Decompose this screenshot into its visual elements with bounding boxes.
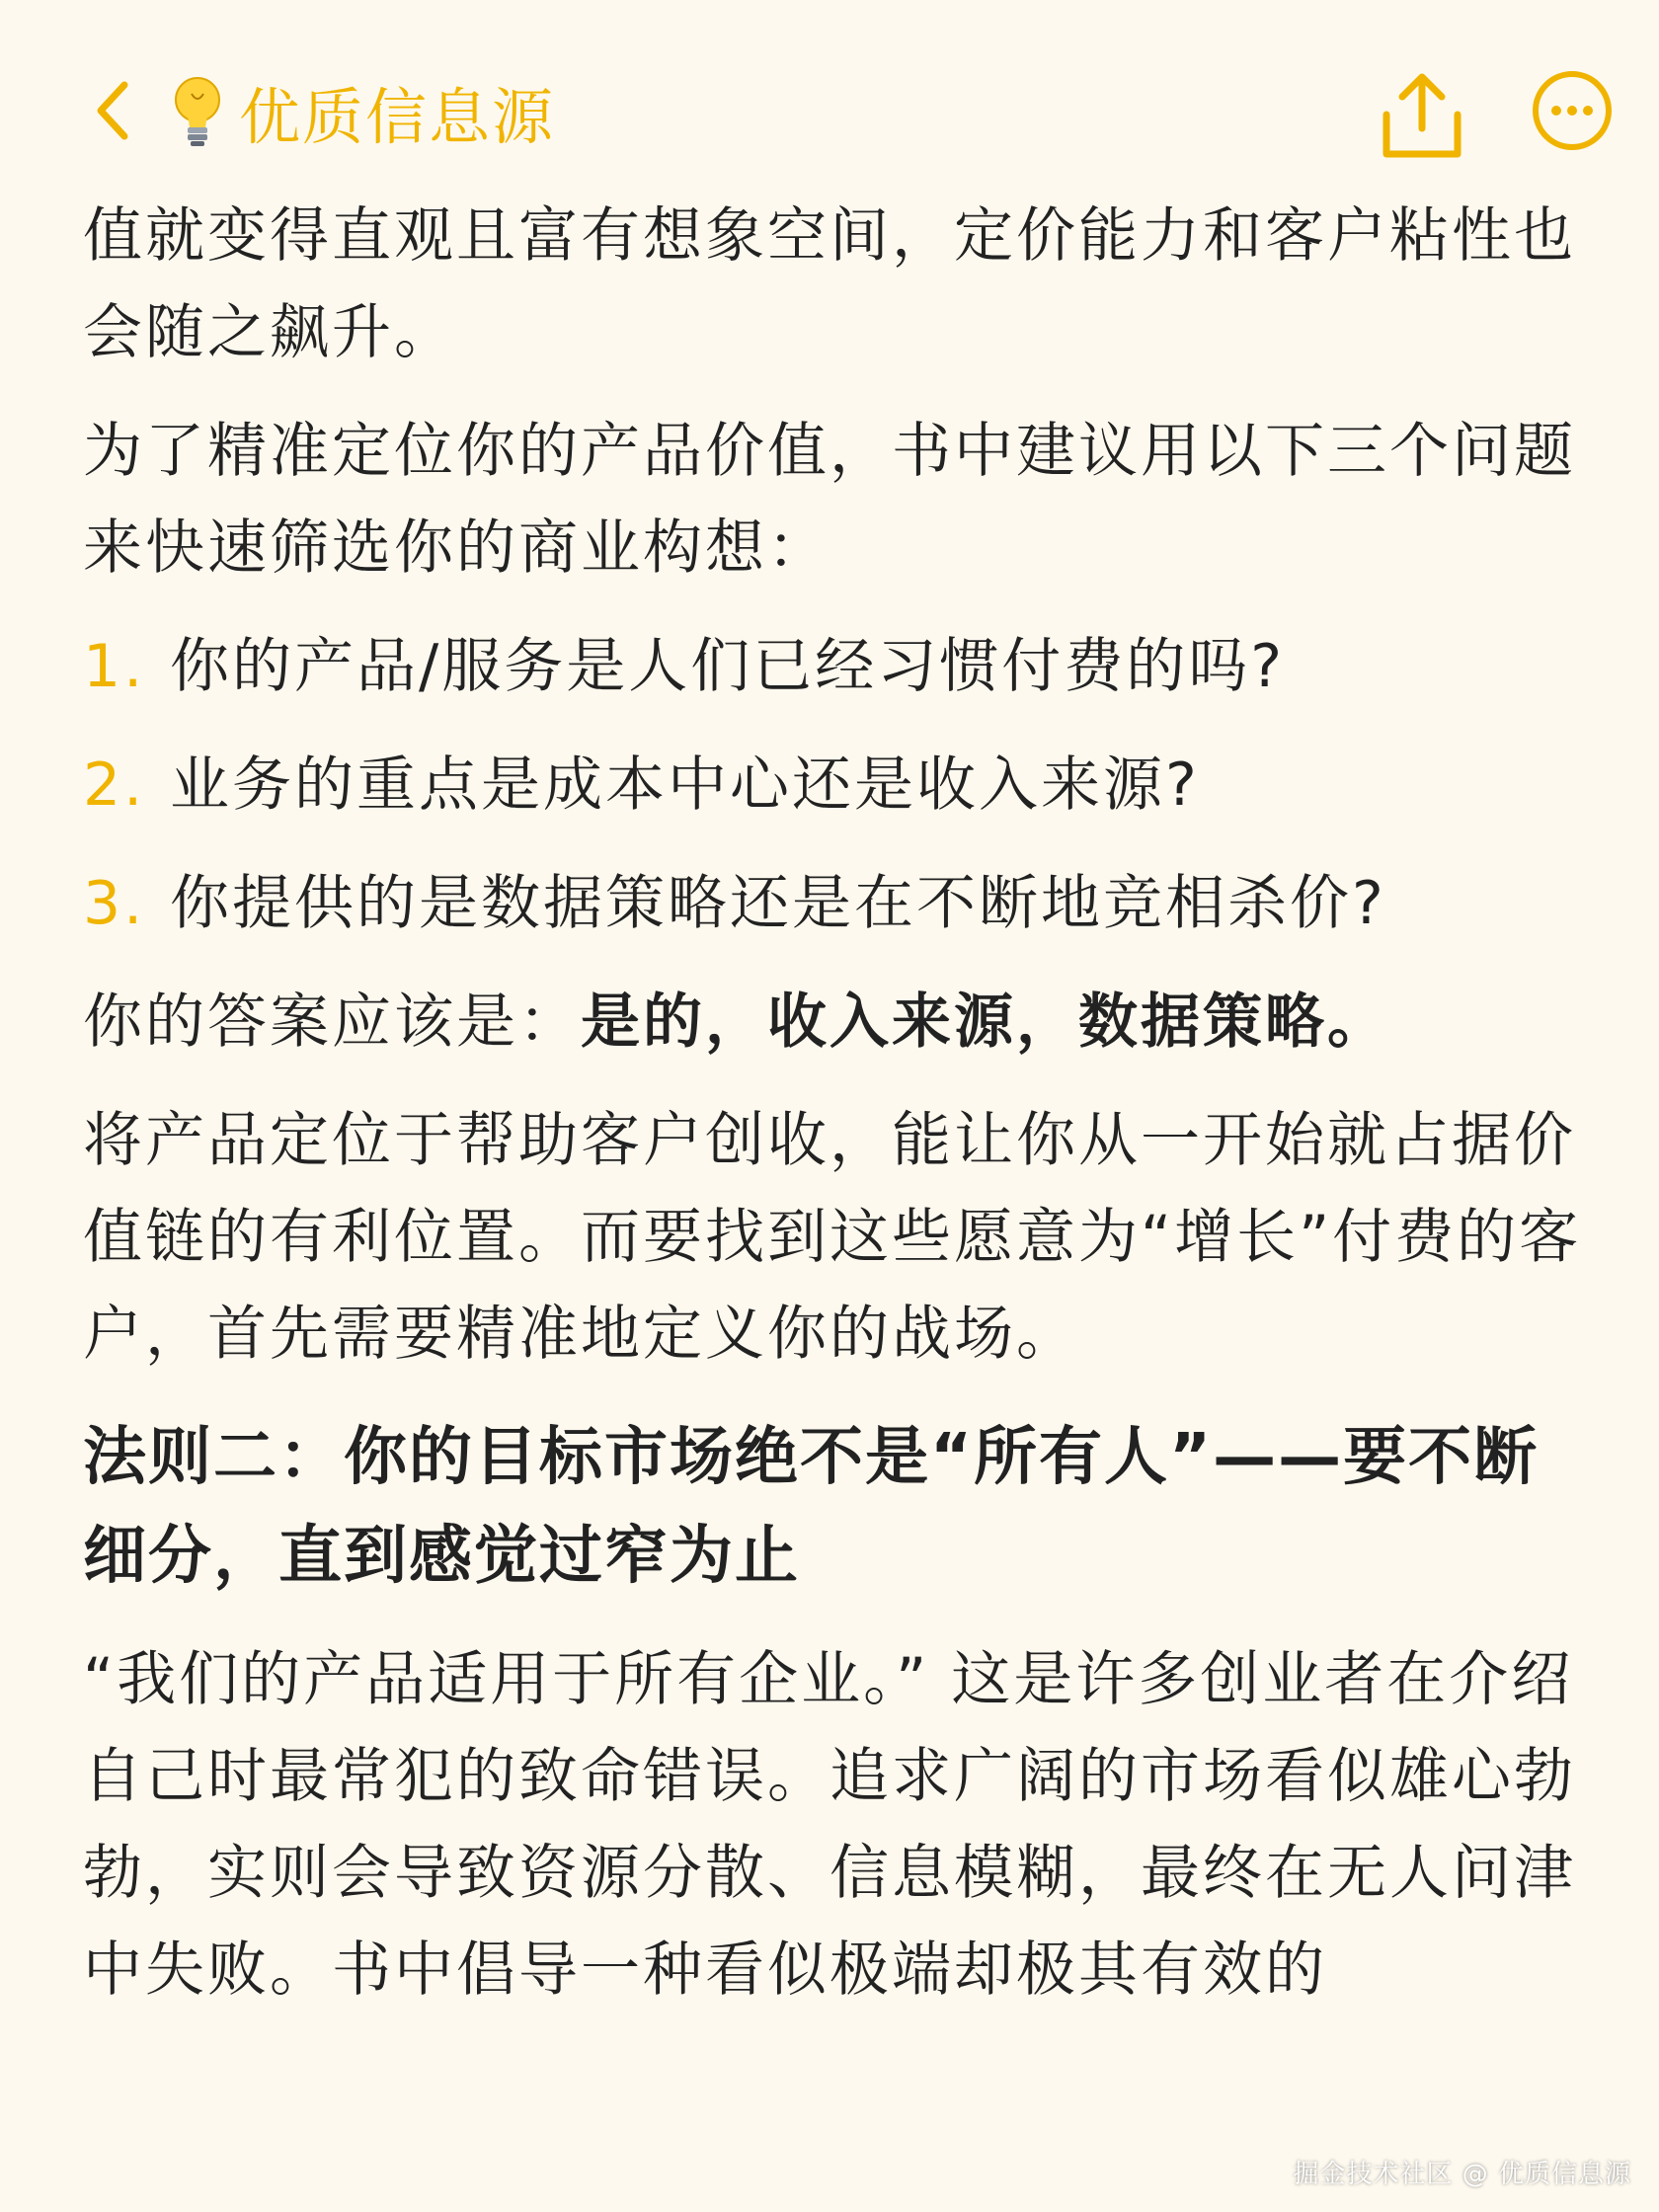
paragraph-2: 为了精准定位你的产品价值，书中建议用以下三个问题来快速筛选你的商业构想：	[83, 417, 1576, 583]
list-item	[83, 618, 1604, 715]
answer-paragraph	[83, 974, 1604, 1070]
list-text: 你提供的是数据策略还是在不断地竞相杀价?	[170, 869, 1386, 938]
list-number: 1.	[83, 632, 146, 701]
back-button[interactable]	[83, 71, 142, 150]
section-heading: 法则二：你的目标市场绝不是“所有人”——要不断细分，直到感觉过窄为止	[83, 1421, 1540, 1593]
list-number: 2.	[83, 750, 146, 820]
page-title: 优质信息源	[239, 80, 556, 153]
share-upload-icon	[1379, 67, 1465, 166]
list-text: 业务的重点是成本中心还是收入来源?	[170, 750, 1200, 820]
more-dots-icon	[1531, 69, 1614, 152]
lightbulb-icon	[166, 72, 229, 151]
answer-bold: 是的，收入来源，数据策略。	[581, 988, 1389, 1057]
list-number: 3.	[83, 869, 146, 938]
share-button[interactable]	[1379, 67, 1465, 166]
list-item	[83, 855, 1604, 952]
more-button[interactable]	[1531, 69, 1614, 152]
top-bar	[0, 0, 1659, 207]
paragraph-3: 将产品定位于帮助客户创收，能让你从一开始就占据价值链的有利位置。而要找到这些愿意为“增长”付费的客户，首先需要精准地定义你的战场。	[83, 1106, 1582, 1369]
list-text: 你的产品/服务是人们已经习惯付费的吗?	[170, 632, 1286, 701]
paragraph-1: 值就变得直观且富有想象空间，定价能力和客户粘性也会随之飙升。	[83, 201, 1576, 367]
paragraph-4: “我们的产品适用于所有企业。” 这是许多创业者在介绍自己时最常犯的致命错误。追求广阔的市场看似雄心勃勃，实则会导致资源分散、信息模糊，最终在无人问津中失败。书中倡导一种看似极端却极其有效的	[83, 1645, 1576, 2005]
question-list	[83, 618, 1604, 952]
list-item	[83, 737, 1604, 833]
chevron-left-icon	[93, 79, 132, 142]
article-content	[83, 188, 1604, 2018]
title-group	[166, 57, 555, 166]
watermark: 掘金技术社区 @ 优质信息源	[1293, 2160, 1631, 2189]
answer-prefix: 你的答案应该是：	[83, 988, 581, 1057]
